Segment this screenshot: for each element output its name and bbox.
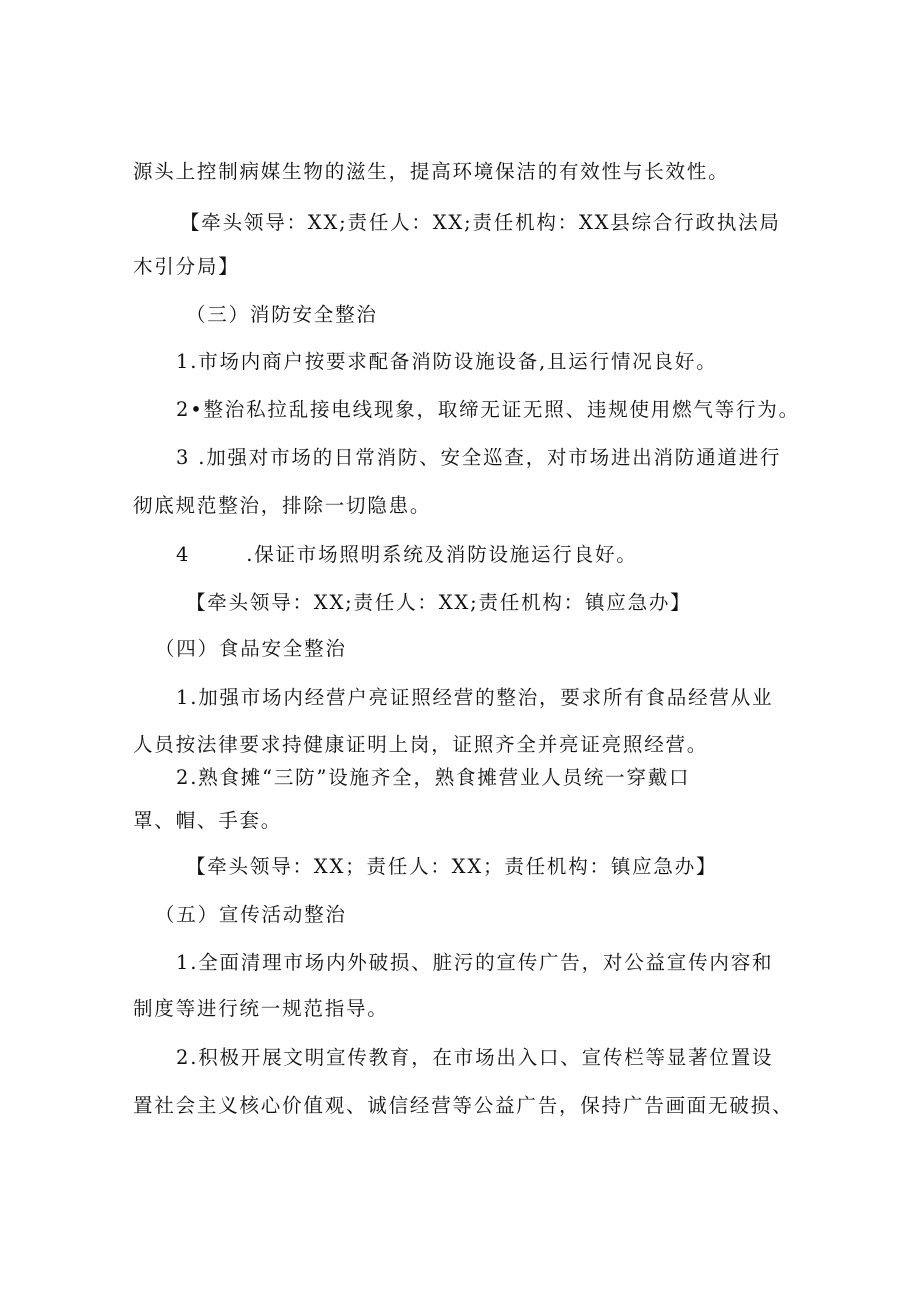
section-heading: （四）食品安全整治 [155, 637, 347, 660]
responsibility-line: 木引分局】 [133, 255, 240, 278]
list-item: 1.全面清理市场内外破损、脏污的宣传广告，对公益宣传内容和 [176, 951, 774, 974]
list-item: 2•整治私拉乱接电线现象，取缔无证无照、违规使用燃气等行为。 [176, 398, 800, 421]
paragraph-line: 源头上控制病媒生物的滋生，提高环境保洁的有效性与长效性。 [133, 160, 730, 183]
responsibility-line: 【牵头领导：XX;责任人：XX;责任机构：XX县综合行政执法局 [180, 211, 781, 234]
list-item: 彻底规范整治，排除一切隐患。 [133, 494, 432, 517]
list-item: 置社会主义核心价值观、诚信经营等公益广告，保持广告画面无破损、 [133, 1094, 794, 1117]
list-item: 制度等进行统一规范指导。 [133, 997, 389, 1020]
list-item: 2.熟食摊“三防”设施齐全，熟食摊营业人员统一穿戴口 [176, 766, 691, 789]
list-item: 人员按法律要求持健康证明上岗，证照齐全并亮证亮照经营。 [133, 733, 709, 756]
responsibility-line: 【牵头领导：XX；责任人：XX；责任机构：镇应急办】 [186, 855, 718, 878]
list-item: 1.市场内商户按要求配备消防设施设备,且运行情况良好。 [176, 350, 718, 373]
list-item: 2.积极开展文明宣传教育，在市场出入口、宣传栏等显著位置设 [176, 1046, 774, 1069]
list-item: 4 .保证市场照明系统及消防设施运行良好。 [176, 543, 638, 566]
responsibility-line: 【牵头领导：XX;责任人：XX;责任机构：镇应急办】 [186, 591, 692, 614]
list-item: 1.加强市场内经营户亮证照经营的整治，要求所有食品经营从业 [176, 686, 774, 709]
list-item: 罩、帽、手套。 [133, 809, 283, 832]
section-heading: （五）宣传活动整治 [155, 903, 347, 926]
list-item: 3 .加强对市场的日常消防、安全巡查，对市场进出消防通道进行 [176, 446, 782, 469]
section-heading: （三）消防安全整治 [186, 303, 378, 326]
